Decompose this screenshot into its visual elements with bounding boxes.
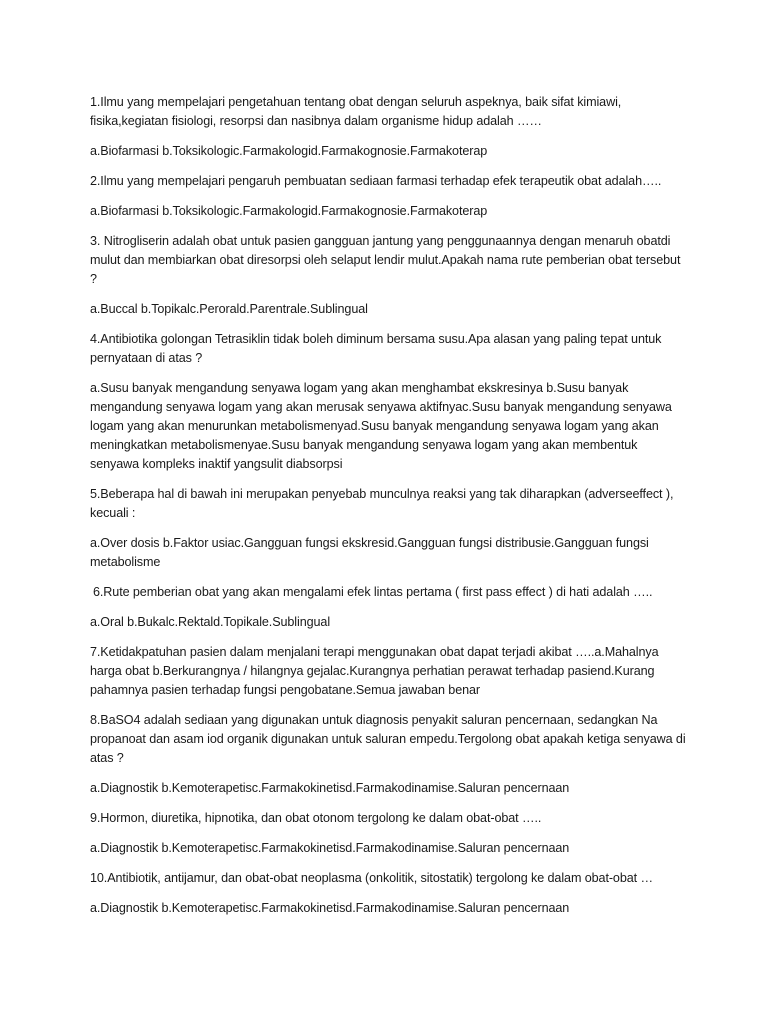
question-8: 8.BaSO4 adalah sediaan yang digunakan untuk diagnosis penyakit saluran pencernaan, sedangkan Na propanoat dan asam iod organik digunakan untuk saluran empedu.Tergolong obat apakah ketiga senyawa di atas ?	[90, 713, 686, 765]
question-4: 4.Antibiotika golongan Tetrasiklin tidak boleh diminum bersama susu.Apa alasan yang paling tepat untuk pernyataan di atas ?	[90, 332, 662, 365]
answer-options-8: a.Diagnostik b.Kemoterapetisc.Farmakokinetisd.Farmakodinamise.Saluran pencernaan	[90, 781, 570, 795]
answer-options-10: a.Diagnostik b.Kemoterapetisc.Farmakokinetisd.Farmakodinamise.Saluran pencernaan	[90, 901, 570, 915]
question-2: 2.Ilmu yang mempelajari pengaruh pembuatan sediaan farmasi terhadap efek terapeutik obat adalah…..	[90, 174, 662, 188]
answer-options-1: a.Biofarmasi b.Toksikologic.Farmakologid.Farmakognosie.Farmakoterap	[90, 144, 488, 158]
answer-options-6: a.Oral b.Bukalc.Rektald.Topikale.Sublingual	[90, 615, 331, 629]
question-7: 7.Ketidakpatuhan pasien dalam menjalani terapi menggunakan obat dapat terjadi akibat …..a.Mahalnya harga obat b.Berkurangnya / hilangnya gejalac.Kurangnya perhatian perawat terhadap pasiend.Kurang pahamnya pasien terhadap fungsi pengobatane.Semua jawaban benar	[90, 645, 659, 697]
question-1: 1.Ilmu yang mempelajari pengetahuan tentang obat dengan seluruh aspeknya, baik sifat kimiawi, fisika,kegiatan fisiologi, resorpsi dan nasibnya dalam organisme hidup adalah ……	[90, 95, 622, 128]
answer-options-4: a.Susu banyak mengandung senyawa logam yang akan menghambat ekskresinya b.Susu banyak mengandung senyawa logam yang akan merusak senyawa aktifnyac.Susu banyak mengandung senyawa logam yang akan menurunkan metabolismenyad.Susu banyak mengandung senyawa logam yang akan meningkatkan metabolismenyae.Susu banyak mengandung senyawa logam yang akan membentuk senyawa kompleks inaktif yangsulit diabsorpsi	[90, 381, 672, 471]
answer-options-2: a.Biofarmasi b.Toksikologic.Farmakologid.Farmakognosie.Farmakoterap	[90, 204, 488, 218]
question-9: 9.Hormon, diuretika, hipnotika, dan obat otonom tergolong ke dalam obat-obat …..	[90, 811, 542, 825]
answer-options-5: a.Over dosis b.Faktor usiac.Gangguan fungsi ekskresid.Gangguan fungsi distribusie.Gangguan fungsi metabolisme	[90, 536, 649, 569]
question-10: 10.Antibiotik, antijamur, dan obat-obat neoplasma (onkolitik, sitostatik) tergolong ke dalam obat-obat …	[90, 871, 653, 885]
question-6: 6.Rute pemberian obat yang akan mengalami efek lintas pertama ( first pass effect ) di hati adalah …..	[93, 585, 653, 599]
question-5: 5.Beberapa hal di bawah ini merupakan penyebab munculnya reaksi yang tak diharapkan (adverseeffect ), kecuali :	[90, 487, 674, 520]
answer-options-9: a.Diagnostik b.Kemoterapetisc.Farmakokinetisd.Farmakodinamise.Saluran pencernaan	[90, 841, 570, 855]
answer-options-3: a.Buccal b.Topikalc.Perorald.Parentrale.Sublingual	[90, 302, 368, 316]
question-3: 3. Nitrogliserin adalah obat untuk pasien gangguan jantung yang penggunaannya dengan menaruh obatdi mulut dan membiarkan obat diresorpsi oleh selaput lendir mulut.Apakah nama rute pemberian obat tersebut ?	[90, 234, 681, 286]
